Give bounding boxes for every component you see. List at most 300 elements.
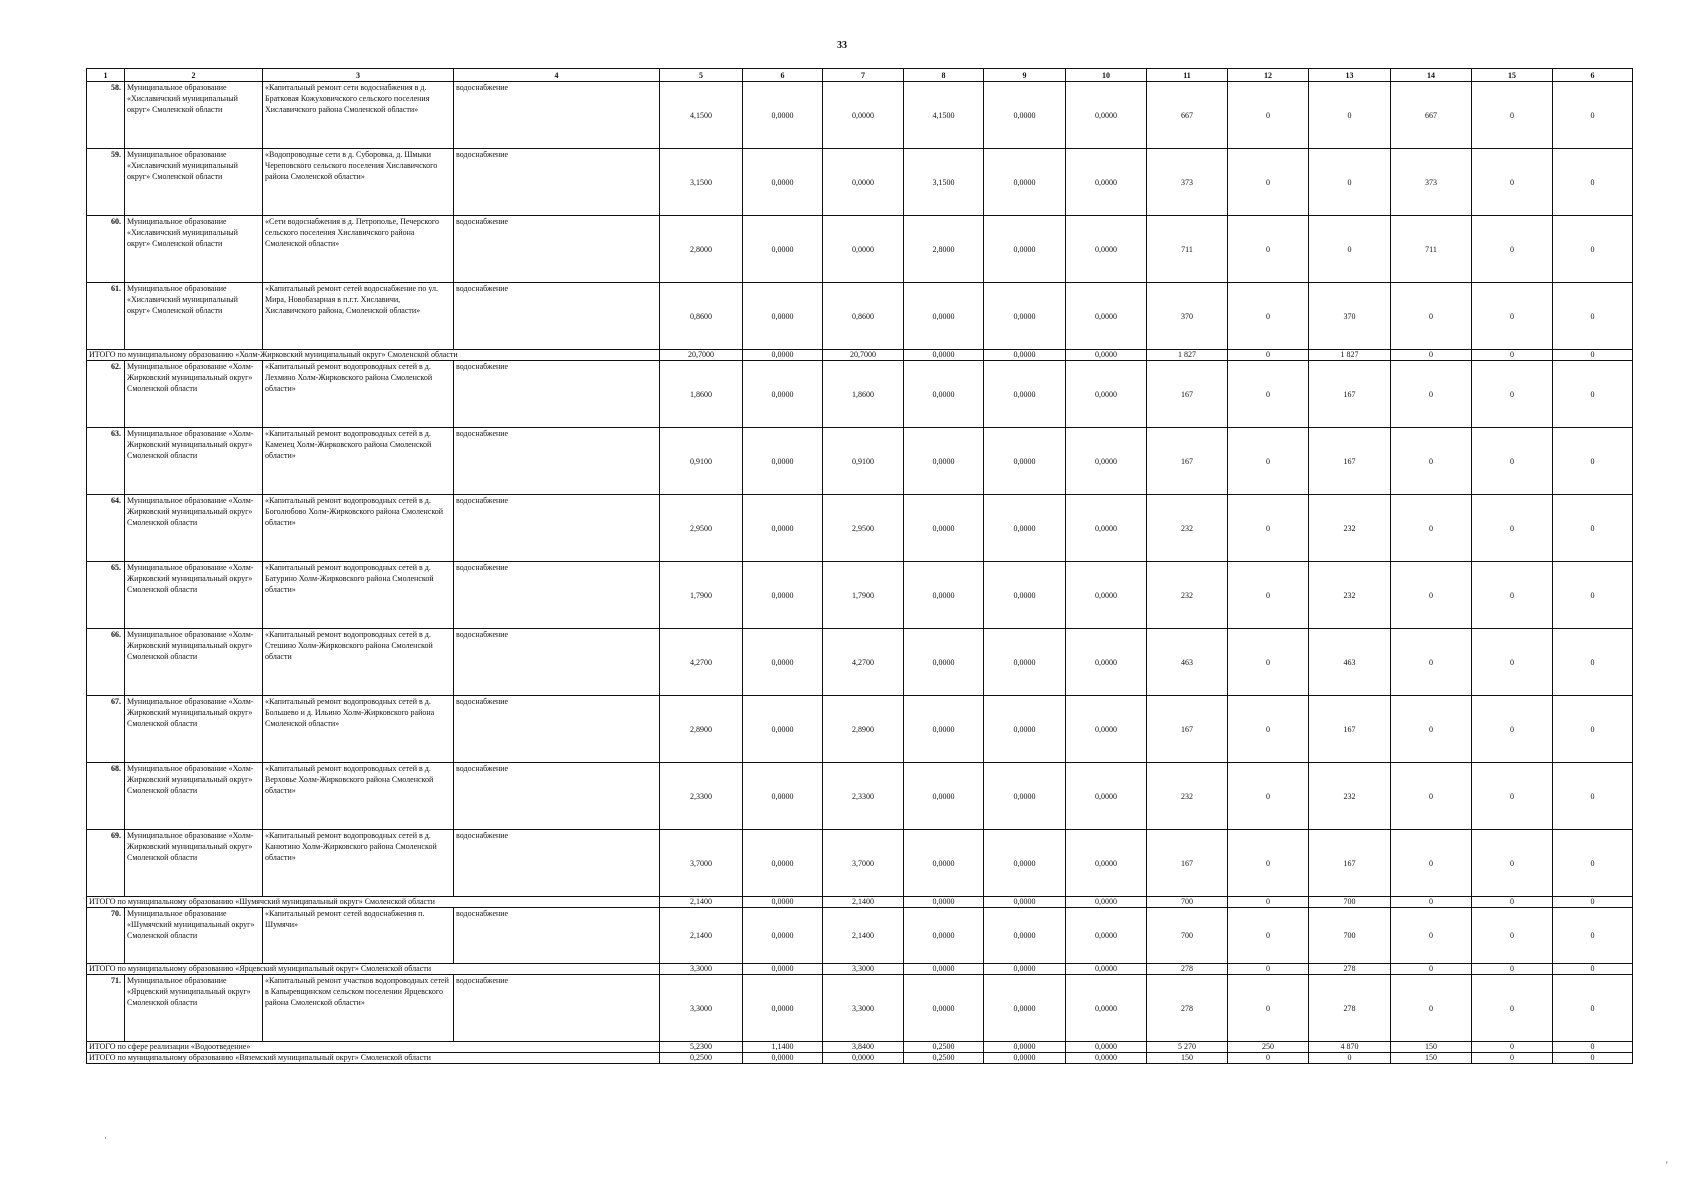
value-cell: 0,0000 — [904, 830, 984, 897]
value-cell: 0 — [1472, 428, 1553, 495]
value-cell: 1,8600 — [823, 361, 904, 428]
value-cell: 232 — [1147, 763, 1228, 830]
owner-cell: Муниципальное образование «Холм-Жирковский муниципальный округ» Смоленской области — [125, 562, 263, 629]
total-value-cell: 0 — [1472, 1053, 1553, 1064]
row-number: 69. — [87, 830, 125, 897]
total-value-cell: 0,0000 — [904, 897, 984, 908]
table-row — [87, 696, 1633, 763]
value-cell: 0,0000 — [823, 216, 904, 283]
total-row — [87, 897, 1633, 908]
total-value-cell: 0 — [1391, 897, 1472, 908]
value-cell: 0 — [1472, 830, 1553, 897]
owner-cell: Муниципальное образование «Хиславичский муниципальный округ» Смоленской области — [125, 82, 263, 149]
type-cell: водоснабжение — [454, 696, 660, 763]
row-number: 65. — [87, 562, 125, 629]
value-cell: 232 — [1147, 562, 1228, 629]
value-cell: 0 — [1228, 908, 1309, 964]
value-cell: 0 — [1228, 562, 1309, 629]
value-cell: 167 — [1147, 696, 1228, 763]
value-cell: 0,0000 — [984, 149, 1066, 216]
value-cell: 0 — [1472, 763, 1553, 830]
total-row — [87, 1053, 1633, 1064]
owner-cell: Муниципальное образование «Холм-Жирковский муниципальный округ» Смоленской области — [125, 763, 263, 830]
value-cell: 0 — [1472, 975, 1553, 1042]
total-value-cell: 5 270 — [1147, 1042, 1228, 1053]
value-cell: 0 — [1472, 216, 1553, 283]
value-cell: 0,0000 — [904, 361, 984, 428]
value-cell: 2,1400 — [660, 908, 743, 964]
total-value-cell: 3,3000 — [823, 964, 904, 975]
value-cell: 0 — [1553, 283, 1633, 350]
total-value-cell: 0 — [1472, 964, 1553, 975]
value-cell: 1,7900 — [660, 562, 743, 629]
value-cell: 0 — [1228, 975, 1309, 1042]
total-value-cell: 0,0000 — [743, 897, 823, 908]
object-cell: «Капитальный ремонт водопроводных сетей в д. Батурино Холм-Жирковского района Смоленской области» — [263, 562, 454, 629]
total-value-cell: 3,3000 — [660, 964, 743, 975]
value-cell: 0,0000 — [1066, 562, 1147, 629]
table-row — [87, 361, 1633, 428]
value-cell: 0 — [1228, 629, 1309, 696]
value-cell: 700 — [1147, 908, 1228, 964]
value-cell: 232 — [1309, 562, 1391, 629]
column-number: 3 — [263, 69, 454, 82]
value-cell: 0,0000 — [984, 361, 1066, 428]
row-number: 70. — [87, 908, 125, 964]
column-number: 4 — [454, 69, 660, 82]
value-cell: 0,0000 — [984, 82, 1066, 149]
value-cell: 0 — [1228, 361, 1309, 428]
total-value-cell: 0,0000 — [743, 350, 823, 361]
value-cell: 667 — [1391, 82, 1472, 149]
owner-cell: Муниципальное образование «Хиславичский муниципальный округ» Смоленской области — [125, 283, 263, 350]
value-cell: 232 — [1309, 763, 1391, 830]
value-cell: 0 — [1472, 361, 1553, 428]
value-cell: 0 — [1228, 495, 1309, 562]
value-cell: 2,8000 — [904, 216, 984, 283]
value-cell: 3,7000 — [660, 830, 743, 897]
table-row — [87, 975, 1633, 1042]
value-cell: 0,0000 — [984, 428, 1066, 495]
total-value-cell: 0 — [1553, 964, 1633, 975]
value-cell: 0,0000 — [1066, 428, 1147, 495]
table-row — [87, 763, 1633, 830]
type-cell: водоснабжение — [454, 629, 660, 696]
total-value-cell: 700 — [1147, 897, 1228, 908]
value-cell: 167 — [1147, 428, 1228, 495]
table-row — [87, 216, 1633, 283]
value-cell: 0,0000 — [1066, 908, 1147, 964]
table-body — [87, 69, 1633, 1064]
type-cell: водоснабжение — [454, 149, 660, 216]
value-cell: 373 — [1391, 149, 1472, 216]
object-cell: «Капитальный ремонт сети водоснабжения в д. Братковая Кожуховичского сельского поселения Хиславичского района Смоленской области» — [263, 82, 454, 149]
total-value-cell: 1 827 — [1309, 350, 1391, 361]
row-number: 58. — [87, 82, 125, 149]
value-cell: 0,0000 — [984, 830, 1066, 897]
total-value-cell: 278 — [1309, 964, 1391, 975]
value-cell: 167 — [1309, 696, 1391, 763]
value-cell: 0 — [1391, 975, 1472, 1042]
value-cell: 711 — [1391, 216, 1472, 283]
owner-cell: Муниципальное образование «Хиславичский муниципальный округ» Смоленской области — [125, 216, 263, 283]
row-number: 61. — [87, 283, 125, 350]
column-number: 10 — [1066, 69, 1147, 82]
column-number: 12 — [1228, 69, 1309, 82]
value-cell: 0,0000 — [823, 82, 904, 149]
column-number: 14 — [1391, 69, 1472, 82]
value-cell: 0 — [1228, 428, 1309, 495]
value-cell: 0,9100 — [823, 428, 904, 495]
table-row — [87, 149, 1633, 216]
object-cell: «Капитальный ремонт водопроводных сетей в д. Верховье Холм-Жирковского района Смоленской области» — [263, 763, 454, 830]
value-cell: 0 — [1472, 696, 1553, 763]
total-value-cell: 0,2500 — [904, 1042, 984, 1053]
value-cell: 0,0000 — [743, 216, 823, 283]
type-cell: водоснабжение — [454, 562, 660, 629]
value-cell: 0,0000 — [984, 908, 1066, 964]
value-cell: 0,0000 — [984, 696, 1066, 763]
value-cell: 711 — [1147, 216, 1228, 283]
value-cell: 0 — [1553, 629, 1633, 696]
owner-cell: Муниципальное образование «Холм-Жирковский муниципальный округ» Смоленской области — [125, 629, 263, 696]
row-number: 60. — [87, 216, 125, 283]
total-value-cell: 0 — [1309, 1053, 1391, 1064]
row-number: 62. — [87, 361, 125, 428]
owner-cell: Муниципальное образование «Холм-Жирковский муниципальный округ» Смоленской области — [125, 830, 263, 897]
total-value-cell: 0,0000 — [743, 964, 823, 975]
value-cell: 0,8600 — [660, 283, 743, 350]
value-cell: 167 — [1309, 361, 1391, 428]
total-value-cell: 0 — [1228, 897, 1309, 908]
value-cell: 373 — [1147, 149, 1228, 216]
value-cell: 0,0000 — [1066, 495, 1147, 562]
object-cell: «Капитальный ремонт сетей водоснабжения п. Шумячи» — [263, 908, 454, 964]
value-cell: 0,0000 — [743, 495, 823, 562]
value-cell: 0,0000 — [743, 696, 823, 763]
value-cell: 3,7000 — [823, 830, 904, 897]
value-cell: 0,0000 — [904, 908, 984, 964]
value-cell: 0,0000 — [1066, 361, 1147, 428]
column-number: 15 — [1472, 69, 1553, 82]
value-cell: 0,8600 — [823, 283, 904, 350]
total-value-cell: 0,0000 — [984, 1042, 1066, 1053]
table-row — [87, 562, 1633, 629]
value-cell: 3,3000 — [660, 975, 743, 1042]
type-cell: водоснабжение — [454, 428, 660, 495]
value-cell: 0,0000 — [904, 763, 984, 830]
value-cell: 2,9500 — [660, 495, 743, 562]
value-cell: 0 — [1228, 149, 1309, 216]
total-label: ИТОГО по муниципальному образованию «Вяземский муниципальный округ» Смоленской области — [87, 1053, 660, 1064]
value-cell: 0,0000 — [1066, 283, 1147, 350]
total-value-cell: 0 — [1553, 1042, 1633, 1053]
type-cell: водоснабжение — [454, 975, 660, 1042]
value-cell: 0 — [1553, 361, 1633, 428]
value-cell: 0 — [1391, 908, 1472, 964]
value-cell: 667 — [1147, 82, 1228, 149]
value-cell: 278 — [1309, 975, 1391, 1042]
value-cell: 0,0000 — [743, 283, 823, 350]
table-row — [87, 82, 1633, 149]
total-value-cell: 0,0000 — [904, 964, 984, 975]
value-cell: 0 — [1391, 763, 1472, 830]
scan-speck: · — [104, 1133, 107, 1143]
total-row — [87, 1042, 1633, 1053]
value-cell: 232 — [1147, 495, 1228, 562]
value-cell: 2,8900 — [823, 696, 904, 763]
total-value-cell: 0 — [1553, 897, 1633, 908]
type-cell: водоснабжение — [454, 216, 660, 283]
value-cell: 4,2700 — [823, 629, 904, 696]
value-cell: 4,1500 — [660, 82, 743, 149]
value-cell: 0,0000 — [1066, 629, 1147, 696]
value-cell: 0 — [1309, 82, 1391, 149]
type-cell: водоснабжение — [454, 830, 660, 897]
value-cell: 0,0000 — [743, 428, 823, 495]
value-cell: 0,0000 — [904, 283, 984, 350]
value-cell: 167 — [1147, 830, 1228, 897]
column-number: 6 — [743, 69, 823, 82]
value-cell: 0 — [1228, 763, 1309, 830]
value-cell: 0 — [1472, 149, 1553, 216]
column-number: 5 — [660, 69, 743, 82]
value-cell: 0 — [1553, 428, 1633, 495]
total-value-cell: 0,0000 — [823, 1053, 904, 1064]
total-row — [87, 964, 1633, 975]
value-cell: 0,0000 — [1066, 149, 1147, 216]
value-cell: 370 — [1309, 283, 1391, 350]
investment-table — [86, 68, 1633, 1064]
value-cell: 700 — [1309, 908, 1391, 964]
value-cell: 0 — [1391, 283, 1472, 350]
total-value-cell: 2,1400 — [660, 897, 743, 908]
scan-speck: ' — [1666, 1160, 1668, 1170]
total-value-cell: 2,1400 — [823, 897, 904, 908]
total-value-cell: 0,0000 — [1066, 1053, 1147, 1064]
total-value-cell: 0 — [1472, 897, 1553, 908]
total-value-cell: 0,0000 — [904, 350, 984, 361]
total-value-cell: 0,0000 — [1066, 350, 1147, 361]
value-cell: 2,8900 — [660, 696, 743, 763]
value-cell: 0 — [1472, 908, 1553, 964]
owner-cell: Муниципальное образование «Хиславичский муниципальный округ» Смоленской области — [125, 149, 263, 216]
value-cell: 0,0000 — [1066, 696, 1147, 763]
total-value-cell: 20,7000 — [823, 350, 904, 361]
total-value-cell: 3,8400 — [823, 1042, 904, 1053]
row-number: 64. — [87, 495, 125, 562]
total-value-cell: 150 — [1391, 1042, 1472, 1053]
total-row — [87, 350, 1633, 361]
table-row — [87, 629, 1633, 696]
page-number: 33 — [837, 40, 847, 51]
value-cell: 4,1500 — [904, 82, 984, 149]
value-cell: 3,3000 — [823, 975, 904, 1042]
total-value-cell: 0,0000 — [984, 897, 1066, 908]
value-cell: 0,0000 — [743, 763, 823, 830]
owner-cell: Муниципальное образование «Холм-Жирковский муниципальный округ» Смоленской области — [125, 361, 263, 428]
type-cell: водоснабжение — [454, 283, 660, 350]
total-label: ИТОГО по муниципальному образованию «Шумячский муниципальный округ» Смоленской области — [87, 897, 660, 908]
value-cell: 0 — [1472, 283, 1553, 350]
total-value-cell: 700 — [1309, 897, 1391, 908]
value-cell: 167 — [1309, 830, 1391, 897]
total-value-cell: 0,0000 — [984, 964, 1066, 975]
column-number-row — [87, 69, 1633, 82]
value-cell: 0,0000 — [984, 763, 1066, 830]
value-cell: 0 — [1228, 216, 1309, 283]
total-value-cell: 0 — [1553, 1053, 1633, 1064]
value-cell: 0,0000 — [743, 361, 823, 428]
value-cell: 0,0000 — [984, 629, 1066, 696]
row-number: 59. — [87, 149, 125, 216]
table-row — [87, 428, 1633, 495]
object-cell: «Капитальный ремонт водопроводных сетей в д. Лехмино Холм-Жирковского района Смоленской области» — [263, 361, 454, 428]
value-cell: 0 — [1553, 975, 1633, 1042]
value-cell: 0 — [1391, 361, 1472, 428]
value-cell: 0,0000 — [743, 629, 823, 696]
value-cell: 0 — [1553, 495, 1633, 562]
object-cell: «Сети водоснабжения в д. Петрополье, Печерского сельского поселения Хиславичского района Смоленской области» — [263, 216, 454, 283]
value-cell: 0,0000 — [1066, 830, 1147, 897]
total-value-cell: 0 — [1472, 350, 1553, 361]
total-value-cell: 250 — [1228, 1042, 1309, 1053]
value-cell: 0,0000 — [743, 830, 823, 897]
value-cell: 232 — [1309, 495, 1391, 562]
type-cell: водоснабжение — [454, 763, 660, 830]
value-cell: 0 — [1553, 562, 1633, 629]
value-cell: 0,0000 — [823, 149, 904, 216]
column-number: 9 — [984, 69, 1066, 82]
table-row — [87, 283, 1633, 350]
object-cell: «Капитальный ремонт водопроводных сетей в д. Стешино Холм-Жирковского района Смоленской области — [263, 629, 454, 696]
value-cell: 0 — [1472, 562, 1553, 629]
total-value-cell: 0 — [1391, 350, 1472, 361]
object-cell: «Капитальный ремонт водопроводных сетей в д. Большево и д. Ильино Холм-Жирковского района Смоленской области» — [263, 696, 454, 763]
value-cell: 0 — [1553, 82, 1633, 149]
value-cell: 0 — [1391, 562, 1472, 629]
value-cell: 0,0000 — [984, 975, 1066, 1042]
total-value-cell: 150 — [1147, 1053, 1228, 1064]
total-value-cell: 0 — [1228, 1053, 1309, 1064]
value-cell: 0,0000 — [904, 629, 984, 696]
total-label: ИТОГО по муниципальному образованию «Ярцевский муниципальный округ» Смоленской области — [87, 964, 660, 975]
value-cell: 0 — [1553, 216, 1633, 283]
value-cell: 2,8000 — [660, 216, 743, 283]
value-cell: 0 — [1391, 495, 1472, 562]
row-number: 71. — [87, 975, 125, 1042]
total-value-cell: 0 — [1228, 964, 1309, 975]
value-cell: 0,0000 — [1066, 216, 1147, 283]
total-value-cell: 4 870 — [1309, 1042, 1391, 1053]
column-number: 8 — [904, 69, 984, 82]
value-cell: 0 — [1553, 696, 1633, 763]
value-cell: 0 — [1553, 830, 1633, 897]
value-cell: 3,1500 — [904, 149, 984, 216]
value-cell: 0,0000 — [1066, 975, 1147, 1042]
total-value-cell: 0 — [1553, 350, 1633, 361]
value-cell: 0 — [1553, 149, 1633, 216]
owner-cell: Муниципальное образование «Холм-Жирковский муниципальный округ» Смоленской области — [125, 495, 263, 562]
value-cell: 0,0000 — [743, 975, 823, 1042]
value-cell: 0 — [1228, 283, 1309, 350]
value-cell: 0,0000 — [984, 495, 1066, 562]
value-cell: 0,0000 — [1066, 763, 1147, 830]
total-value-cell: 0 — [1391, 964, 1472, 975]
value-cell: 0,0000 — [904, 495, 984, 562]
total-value-cell: 0,0000 — [984, 350, 1066, 361]
value-cell: 0,9100 — [660, 428, 743, 495]
value-cell: 0 — [1553, 908, 1633, 964]
total-value-cell: 1,1400 — [743, 1042, 823, 1053]
value-cell: 0,0000 — [743, 908, 823, 964]
value-cell: 4,2700 — [660, 629, 743, 696]
type-cell: водоснабжение — [454, 361, 660, 428]
value-cell: 0 — [1472, 629, 1553, 696]
table-row — [87, 495, 1633, 562]
value-cell: 0,0000 — [904, 428, 984, 495]
value-cell: 278 — [1147, 975, 1228, 1042]
row-number: 67. — [87, 696, 125, 763]
value-cell: 0 — [1309, 149, 1391, 216]
total-value-cell: 0,2500 — [904, 1053, 984, 1064]
value-cell: 167 — [1309, 428, 1391, 495]
value-cell: 3,1500 — [660, 149, 743, 216]
value-cell: 0,0000 — [904, 975, 984, 1042]
value-cell: 0,0000 — [984, 283, 1066, 350]
value-cell: 0 — [1228, 82, 1309, 149]
column-number: 2 — [125, 69, 263, 82]
value-cell: 0,0000 — [984, 562, 1066, 629]
value-cell: 1,8600 — [660, 361, 743, 428]
value-cell: 2,3300 — [660, 763, 743, 830]
total-value-cell: 0 — [1472, 1042, 1553, 1053]
type-cell: водоснабжение — [454, 908, 660, 964]
value-cell: 463 — [1309, 629, 1391, 696]
total-value-cell: 0,0000 — [1066, 1042, 1147, 1053]
object-cell: «Водопроводные сети в д. Суборовка, д. Шмыки Череповского сельского поселения Хиславичского района Смоленской области» — [263, 149, 454, 216]
value-cell: 0,0000 — [984, 216, 1066, 283]
row-number: 68. — [87, 763, 125, 830]
value-cell: 0 — [1228, 696, 1309, 763]
column-number: 7 — [823, 69, 904, 82]
value-cell: 0 — [1553, 763, 1633, 830]
value-cell: 1,7900 — [823, 562, 904, 629]
type-cell: водоснабжение — [454, 82, 660, 149]
value-cell: 2,3300 — [823, 763, 904, 830]
total-label: ИТОГО по сфере реализации «Водоотведение» — [87, 1042, 660, 1053]
type-cell: водоснабжение — [454, 495, 660, 562]
value-cell: 167 — [1147, 361, 1228, 428]
total-value-cell: 0,0000 — [984, 1053, 1066, 1064]
owner-cell: Муниципальное образование «Шумячский муниципальный округ» Смоленской области — [125, 908, 263, 964]
value-cell: 0 — [1472, 82, 1553, 149]
total-value-cell: 0,0000 — [1066, 897, 1147, 908]
column-number: 1 — [87, 69, 125, 82]
column-number: 11 — [1147, 69, 1228, 82]
value-cell: 0,0000 — [743, 149, 823, 216]
value-cell: 463 — [1147, 629, 1228, 696]
value-cell: 370 — [1147, 283, 1228, 350]
owner-cell: Муниципальное образование «Холм-Жирковский муниципальный округ» Смоленской области — [125, 696, 263, 763]
value-cell: 0 — [1391, 629, 1472, 696]
total-value-cell: 150 — [1391, 1053, 1472, 1064]
total-value-cell: 0,0000 — [743, 1053, 823, 1064]
total-value-cell: 0,0000 — [1066, 964, 1147, 975]
object-cell: «Капитальный ремонт водопроводных сетей в д. Канютино Холм-Жирковского района Смоленской области» — [263, 830, 454, 897]
value-cell: 0,0000 — [1066, 82, 1147, 149]
value-cell: 2,1400 — [823, 908, 904, 964]
